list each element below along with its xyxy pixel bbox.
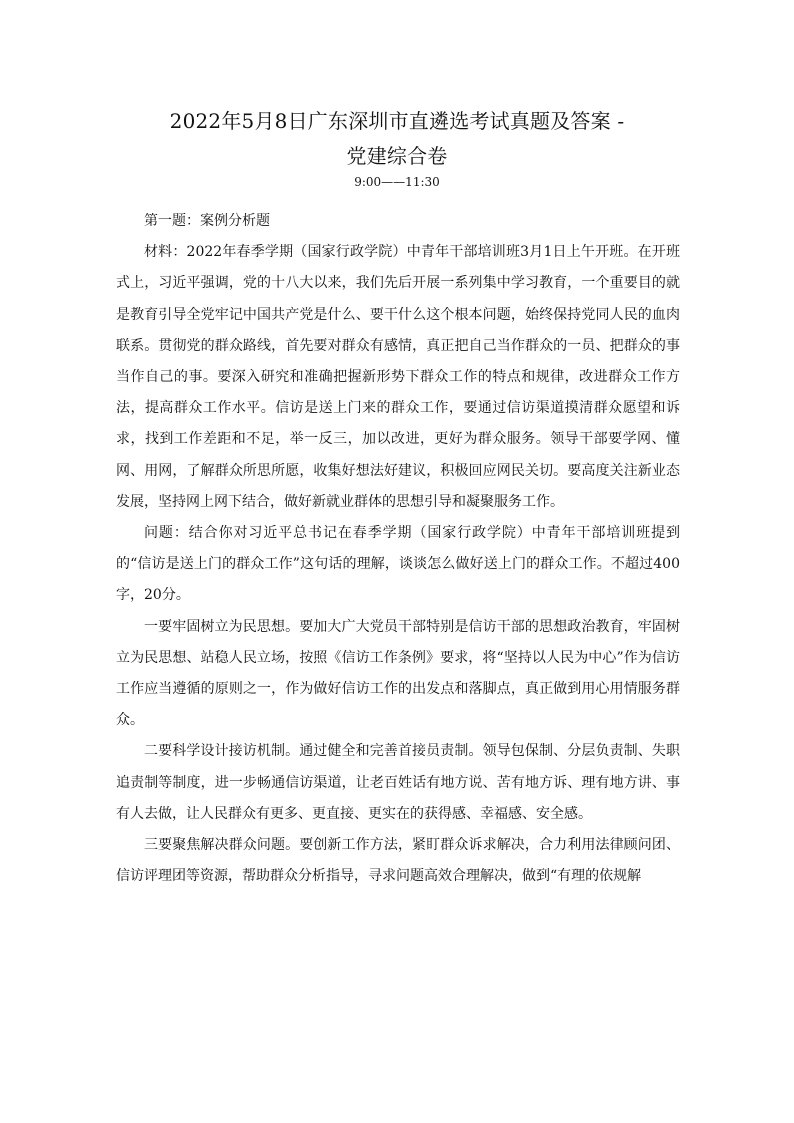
document-body bbox=[116, 206, 680, 892]
document-title-line-2: 党建综合卷 bbox=[346, 144, 448, 168]
exam-time: 9:00——11:30 bbox=[354, 175, 440, 189]
document-title-line-1: 2022年5月8日广东深圳市直遴选考试真题及答案 - bbox=[169, 109, 625, 133]
material-paragraph: 材料：2022年春季学期（国家行政学院）中青年干部培训班3月1日上午开班。在开班式上，习近平强调，党的十八大以来，我们先后开展一系列集中学习教育，一个重要目的就是教育引导全党牢记中国共产党是什么、要干什么这个根本问题，始终保持党同人民的血肉联系。贯彻党的群众路线，首先要对群众有感情，真正把自己当作群众的一员、把群众的事当作自己的事。要深入研究和准确把握新形势下群众工作的特点和规律，改进群众工作方法，提高群众工作水平。信访是送上门来的群众工作，要通过信访渠道摸清群众愿望和诉求，找到工作差距和不足，举一反三，加以改进，更好为群众服务。领导干部要学网、懂网、用网，了解群众所思所愿，收集好想法好建议，积极回应网民关切。要高度关注新业态发展，坚持网上网下结合，做好新就业群体的思想引导和凝聚服务工作。 bbox=[116, 244, 680, 510]
answer-paragraph-3: 三要聚焦解决群众问题。要创新工作方法，紧盯群众诉求解决，合力利用法律顾问团、信访评理团等资源，帮助群众分析指导，寻求问题高效合理解决，做到“有理的依规解 bbox=[116, 837, 680, 885]
answer-paragraph-2: 二要科学设计接访机制。通过健全和完善首接员责制。领导包保制、分层负责制、失职追责制等制度，进一步畅通信访渠道，让老百姓话有地方说、苦有地方诉、理有地方讲、事有人去做，让人民群众有更多、更直接、更实在的获得感、幸福感、安全感。 bbox=[116, 743, 680, 822]
answer-paragraph-1: 一要牢固树立为民思想。要加大广大党员干部特别是信访干部的思想政治教育，牢固树立为民思想、站稳人民立场，按照《信访工作条例》要求，将“坚持以人民为中心”作为信访工作应当遵循的原则之一，作为做好信访工作的出发点和落脚点，真正做到用心用情服务群众。 bbox=[116, 618, 680, 729]
question-paragraph: 问题：结合你对习近平总书记在春季学期（国家行政学院）中青年干部培训班提到的“信访是送上门的群众工作”这句话的理解，谈谈怎么做好送上门的群众工作。不超过400字，20分。 bbox=[116, 525, 680, 604]
section-heading: 第一题：案例分析题 bbox=[144, 213, 270, 229]
